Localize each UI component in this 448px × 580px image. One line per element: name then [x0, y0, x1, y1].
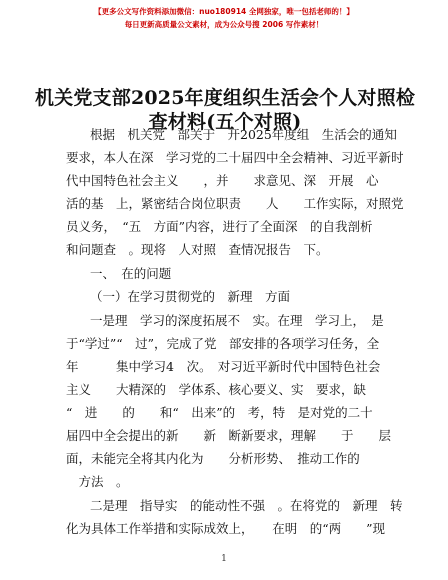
intro-line: 员义务， “五 方面”内容，进行了全面深 的自我剖析 [66, 219, 373, 234]
point1-line: 一是理 学习的深度拓展不 实。在理 学习上， 是 [90, 313, 384, 328]
intro-line: 活的基 上，紧密结合岗位职责 人 工作实际，对照党 [66, 196, 404, 211]
section-heading: 一、 在的问题 [90, 266, 172, 281]
promo-banner-line-1: 【更多公文写作资料添加微信：nuo180914 全网独家，唯一包括老师的！】 [94, 7, 354, 16]
intro-line: 和问题查 。现将 人对照 查情况报告 下。 [66, 242, 329, 257]
point1-line: 于“学过”“ 过”，完成了党 部安排的各项学习任务，全 [66, 336, 380, 351]
intro-line: 代中国特色社会主义 ，并 求意见、深 开展 心 [66, 173, 379, 188]
point1-line: 方法 。 [66, 474, 129, 489]
page-number: 1 [221, 554, 227, 564]
promo-banner [0, 5, 448, 31]
point1-line: 主义 大精深的 学体系、核心要义、实 要求，缺 [66, 382, 367, 397]
point1-line: 年 集中学习4 次。 对习近平新时代中国特色社会 [66, 359, 381, 374]
subsection-heading: （一）在学习贯彻党的 新理 方面 [90, 289, 291, 304]
intro-line: 根据 机关党 部关于 开2025年度组 生活会的通知 [90, 127, 397, 142]
point1-line: “ 进 的 和“ 出来”的 考，特 是对党的二十 [66, 405, 373, 420]
point1-line: 面，未能完全将其内化为 分析形势、 推动工作的 [66, 451, 360, 466]
intro-line: 要求，本人在深 学习党的二十届四中全会精神、习近平新时 [66, 150, 404, 165]
promo-banner-line-2: 每日更新高质量公文素材，成为公众号搜 2006 写作素材！ [124, 20, 324, 29]
point2-line: 二是理 指导实 的能动性不强 。在将党的 新理 转 [90, 498, 403, 513]
document-title: 机关党支部2025年度组织生活会个人对照检查材料(五个对照) [34, 87, 416, 133]
point1-line: 届四中全会提出的新 新 断新要求，理解 于 层 [66, 428, 392, 443]
point2-line: 化为具体工作举措和实际成效上， 在明 的“两 ”现 [66, 521, 386, 536]
